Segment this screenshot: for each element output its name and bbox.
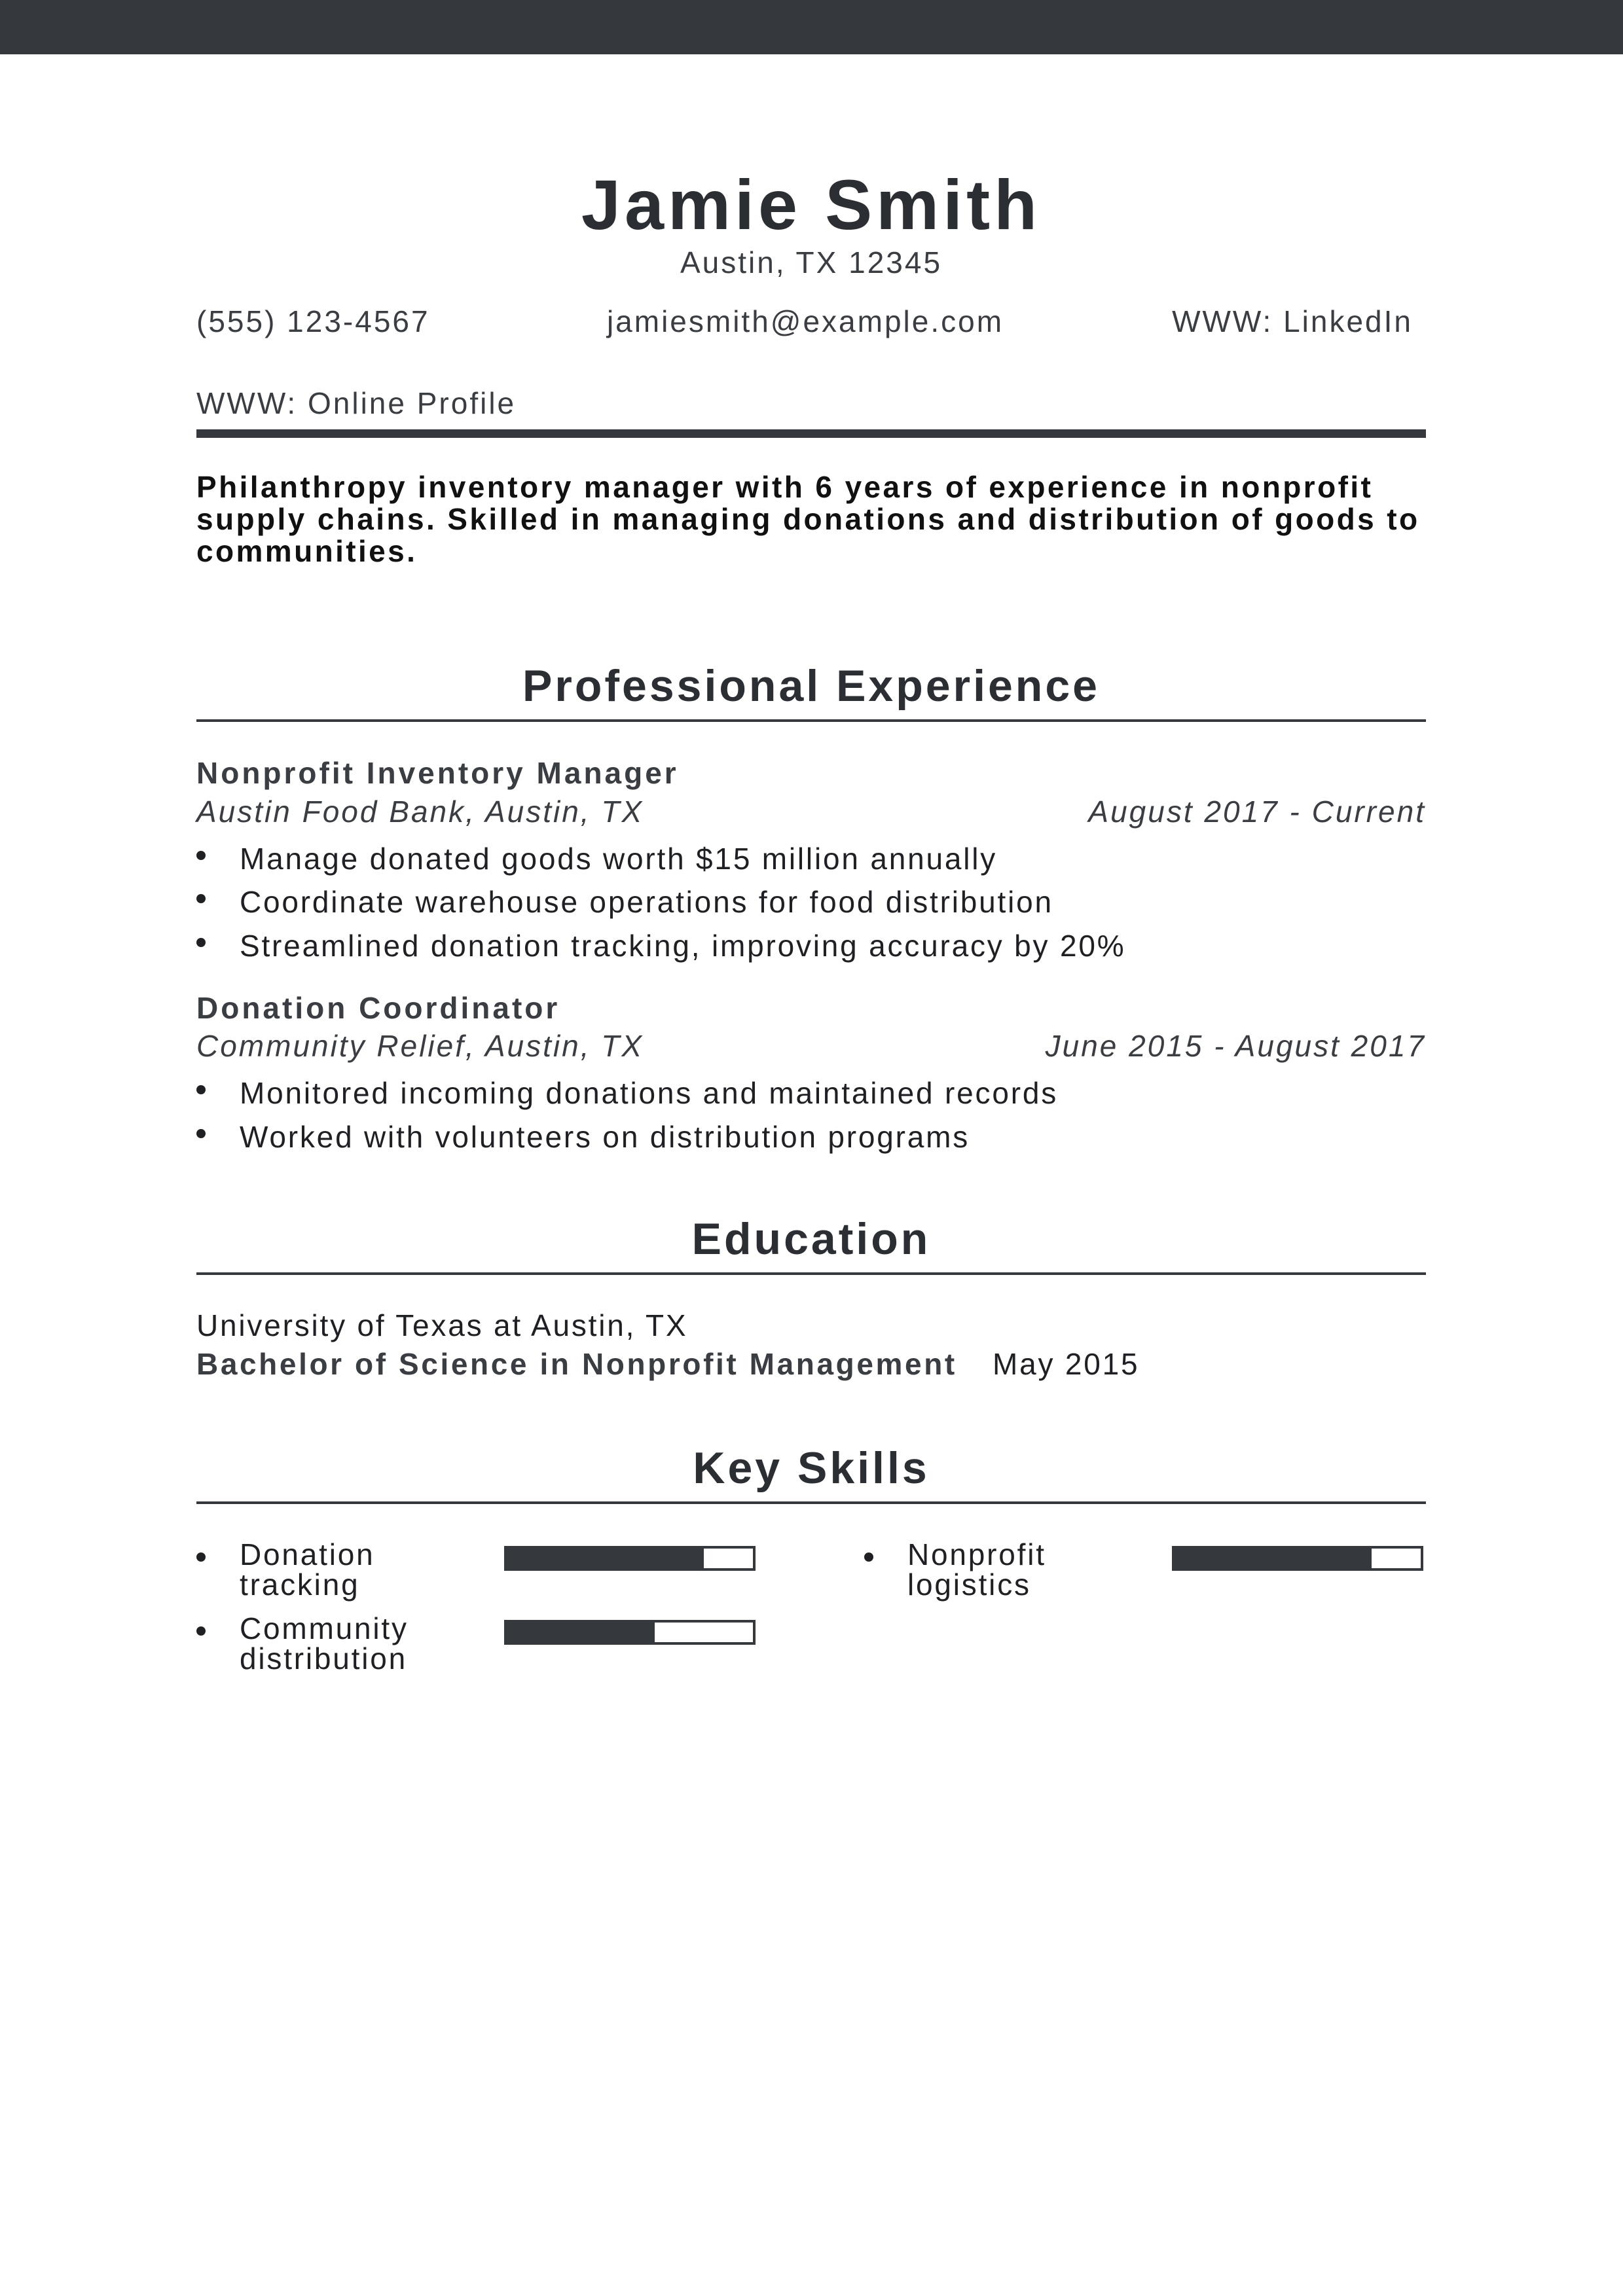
bullet-text: Manage donated goods worth $15 million annually: [240, 842, 998, 876]
candidate-name: Jamie Smith: [581, 165, 1042, 244]
bullet-text: Worked with volunteers on distribution programs: [240, 1120, 970, 1154]
job-dates: June 2015 - August 2017: [1045, 1029, 1426, 1063]
skill-level-bar: [504, 1620, 756, 1645]
education-school: University of Texas at Austin, TX: [196, 1308, 688, 1342]
job-title: Donation Coordinator: [196, 991, 560, 1025]
skill-level-bar: [1172, 1546, 1423, 1571]
skill-label: Donation tracking: [240, 1537, 375, 1602]
bullet-icon: [864, 1552, 873, 1562]
bullet-icon: [196, 1552, 206, 1562]
section-divider: [196, 719, 1426, 722]
education-date: May 2015: [993, 1347, 1140, 1381]
skill-level-bar: [504, 1546, 756, 1571]
online-profile-link[interactable]: WWW: Online Profile: [196, 386, 517, 420]
bullet-text: Monitored incoming donations and maintained records: [240, 1076, 1059, 1110]
skill-level-fill: [1175, 1549, 1372, 1568]
skill-label: Nonprofit logistics: [907, 1537, 1046, 1602]
skill-label: Community distribution: [240, 1611, 409, 1676]
bullet-icon: [196, 1129, 206, 1138]
section-title-education: Education: [691, 1214, 931, 1264]
professional-summary: Philanthropy inventory manager with 6 years of experience in nonprofit supply chains. Skilled in managing donations and distribution of goods to communities.: [196, 470, 1420, 568]
section-title-skills: Key Skills: [693, 1443, 930, 1493]
section-title-experience: Professional Experience: [522, 661, 1100, 711]
bullet-icon: [196, 1085, 206, 1094]
bullet-text: Streamlined donation tracking, improving accuracy by 20%: [240, 929, 1126, 963]
job-dates: August 2017 - Current: [1088, 795, 1426, 829]
top-banner: [0, 0, 1623, 54]
candidate-address: Austin, TX 12345: [680, 245, 943, 279]
job-organization: Community Relief, Austin, TX: [196, 1029, 644, 1063]
job-title: Nonprofit Inventory Manager: [196, 756, 679, 790]
section-divider: [196, 1272, 1426, 1275]
job-organization: Austin Food Bank, Austin, TX: [196, 795, 644, 829]
header-divider: [196, 429, 1426, 438]
email-address[interactable]: jamiesmith@example.com: [606, 304, 1004, 338]
section-divider: [196, 1501, 1426, 1504]
bullet-icon: [196, 851, 206, 860]
skill-level-fill: [507, 1623, 655, 1642]
bullet-icon: [196, 1626, 206, 1636]
phone-number: (555) 123-4567: [196, 304, 430, 338]
bullet-text: Coordinate warehouse operations for food distribution: [240, 885, 1053, 919]
linkedin-link[interactable]: WWW: LinkedIn: [1172, 304, 1413, 338]
bullet-icon: [196, 894, 206, 903]
bullet-icon: [196, 938, 206, 947]
education-degree: Bachelor of Science in Nonprofit Management: [196, 1347, 957, 1381]
skill-level-fill: [507, 1549, 704, 1568]
